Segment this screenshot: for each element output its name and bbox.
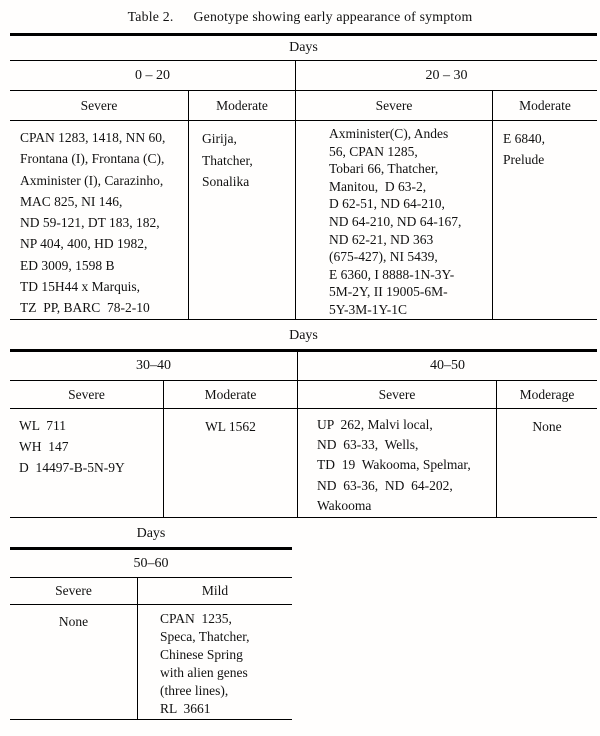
range-cell-0-20: 0 – 20: [135, 67, 170, 83]
genotype-cell-moderate-30-40: WL 1562: [163, 409, 297, 517]
severity-header-row: [10, 578, 292, 605]
range-cell-20-30: 20 – 30: [295, 61, 597, 90]
genotype-cell-moderate-0-20: Girija, Thatcher, Sonalika: [188, 121, 295, 319]
genotype-cell-severe-30-40: WL 711 WH 147 D 14497-B-5N-9Y: [19, 418, 125, 475]
table-caption: [0, 9, 600, 25]
days-header: [10, 33, 597, 61]
range-cell-30-40: 30–40: [136, 358, 171, 373]
table-number: Table 2.: [127, 9, 174, 24]
genotype-cell-severe-20-30: Axminister(C), Andes 56, CPAN 1285, Tobari 66, Thatcher, Manitou, D 63-2, D 62-51, ND 64-210, ND 64-210, ND 64-167, ND 62-21, ND 363 (675-427), NI 5439, E 6360, I 8888-1N-3Y- 5M-2Y, II 19005-6M- 5Y-3M-1Y-1C: [295, 121, 492, 319]
days-header: [10, 521, 292, 550]
genotype-body-row: [10, 409, 597, 518]
days-label: Days: [289, 40, 318, 55]
severity-header: Moderate: [188, 91, 295, 120]
genotype-cell-severe-0-20: CPAN 1283, 1418, NN 60, Frontana (I), Frontana (C), Axminister (I), Carazinho, MAC 825, NI 146, ND 59-121, DT 183, 182, NP 404, 400, HD 1982, ED 3009, 1598 B TD 15H44 x Marquis, TZ PP, BARC 78-2-10: [20, 130, 166, 316]
severity-header: Severe: [297, 381, 496, 408]
days-header: [10, 322, 597, 352]
range-cell-50-60: 50–60: [133, 555, 169, 571]
genotype-body-row: [10, 605, 292, 720]
genotype-cell-mild-50-60: CPAN 1235, Speca, Thatcher, Chinese Spring with alien genes (three lines), RL 3661: [137, 605, 292, 719]
severity-header: Moderage: [496, 381, 597, 408]
severity-header: Severe: [68, 386, 105, 402]
table-section-days-50-60: [10, 521, 292, 720]
severity-header: Moderate: [163, 381, 297, 408]
severity-header: Severe: [295, 91, 492, 120]
days-label: Days: [289, 327, 318, 343]
severity-header-row: [10, 91, 597, 121]
genotype-cell-moderate-20-30: E 6840, Prelude: [492, 121, 597, 319]
range-header-row: [10, 61, 597, 91]
range-header-row: [10, 352, 597, 381]
range-cell-40-50: 40–50: [297, 352, 597, 380]
range-header-row: [10, 550, 292, 578]
genotype-body-row: [10, 121, 597, 320]
table-section-days-30-50: [10, 322, 597, 518]
severity-header-row: [10, 381, 597, 409]
table-section-days-0-30: [10, 33, 597, 320]
severity-header: Severe: [55, 583, 92, 598]
genotype-cell-severe-50-60: None: [58, 614, 89, 629]
genotype-cell-severe-40-50: UP 262, Malvi local, ND 63-33, Wells, TD 19 Wakooma, Spelmar, ND 63-36, ND 64-202, Wakooma: [297, 409, 496, 517]
genotype-cell-moderage-40-50: None: [496, 409, 597, 517]
table-caption-text: Genotype showing early appearance of symptom: [193, 9, 473, 24]
severity-header: Mild: [137, 578, 292, 604]
severity-header: Severe: [80, 97, 118, 113]
days-label: Days: [136, 526, 166, 541]
severity-header: Moderate: [492, 91, 597, 120]
